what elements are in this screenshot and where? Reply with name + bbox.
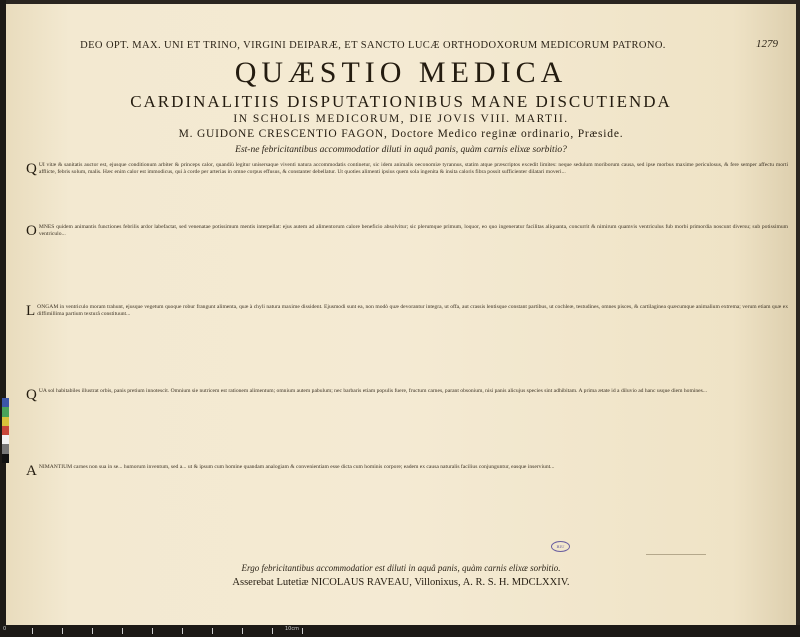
- subtitle-3: M. GUIDONE CRESCENTIO FAGON, Doctore Medico reginæ ordinario, Præside.: [178, 128, 624, 140]
- paragraph-3: [26, 304, 788, 384]
- drop-initial: O: [26, 224, 37, 239]
- paragraph-1: [26, 162, 788, 220]
- divider-rule: [646, 554, 706, 555]
- library-stamp: BIU: [551, 541, 570, 552]
- dedication-line: DEO OPT. MAX. UNI ET TRINO, VIRGINI DEIPARÆ, ET SANCTO LUCÆ ORTHODOXORUM MEDICORUM PATRONO.: [80, 40, 666, 51]
- paragraph-text: ONGAM in ventriculo moram trahunt, ejusque vegetum quoque robur frangunt alimenta, quæ à chyli natura maxime dissident. Ejusmodi sunt ea, non modò quæ devorantur integra, ut offa, aut crassis lentisque constant partibus, ut cochleæ, testudines, omnes pisces, & cartilaginea quæcumque animalium extrema; verum etiam quæ ex diffimillima partium texturâ constituunt...: [37, 304, 788, 318]
- conclusion-line: Ergo febricitantibus accommodatior est diluti in aquâ panis, quàm carnis elixæ sorbitio.: [241, 563, 561, 573]
- paragraph-text: NIMANTIUM carnes non sua in se... humorum inventum, sed a... ut & ipsum cum homine quandam analogiam & convenientiam esse dicta cum hominis corpore; eadem ex causa naturalis facilius conjunguntur, easque inserviunt...: [38, 464, 555, 470]
- page-title: QUÆSTIO MEDICA: [234, 56, 568, 89]
- imprint-line: Asserebat Lutetiæ NICOLAUS RAVEAU, Villonixus, A. R. S. H. MDCLXXIV.: [232, 577, 570, 588]
- paragraph-text: UI vitæ & sanitatis auctor est, ejusque conditionum arbiter & princeps calor, quandiù legitur unisersaque viventi natura accommodatis continetur, sic idem animalis oeconomiæ tyrannus, statim atque præscriptos excedit limites: neque sedulum moriborum causa, sed ipse morbus maxime periculosus, & fere semper affectu morti afflicte, febris solum, malis. Hæc enim calor est immodicus, qui à corde per arterias in omne corpus effusus, & constanter debellatur. Ut quoties alimenti ipsius quem sola ingenita & insita caloris fibra possit sufficienter dilatari moveri...: [38, 162, 788, 176]
- scanned-page: [6, 4, 796, 629]
- paragraph-4: [26, 388, 788, 460]
- paragraph-text: MNES quidem animantis functiones febrilis ardor labefactat, sed venenatae potissimum mentis interpellat: ejus autem ad alimentorum calore beneficio absolvitur; sic plerumque primum, loquor, eo quo ingeneratur facilitas aliquanta, concurrit & nimirum quamvis ventriculus fub morbi primordia noscunt diversu; sub potissimum ventriculo...: [38, 224, 788, 238]
- scale-label-start: 0: [3, 626, 7, 632]
- scale-label-end: 10cm: [285, 626, 299, 632]
- drop-initial: Q: [26, 162, 37, 177]
- drop-initial: L: [26, 304, 36, 319]
- scale-ticks: [3, 628, 303, 634]
- paragraph-text: UA sol habitabiles illustrat orbis, panis pretium innotescit. Omnium sie nutricem est rationem alimentum; omnium autem pabulum; nec barbaris etiam populis fuere, fructum carnes, parant obsonium, nisi panis alicujus species sint adhibitam. A prima ætate id a diluvio ad hanc usque diem homines...: [38, 388, 708, 394]
- folio-number: 1279: [756, 38, 778, 50]
- subtitle-2: IN SCHOLIS MEDICORUM, DIE JOVIS VIII. MARTII.: [233, 113, 569, 125]
- paragraph-5: [26, 464, 788, 556]
- paragraph-2: [26, 224, 788, 302]
- page-surface: [6, 4, 796, 629]
- drop-initial: Q: [26, 388, 37, 403]
- subtitle-1: CARDINALITIIS DISPUTATIONIBUS MANE DISCUTIENDA: [130, 92, 672, 111]
- drop-initial: A: [26, 464, 37, 479]
- question-line: Est-ne febricitantibus accommodatior diluti in aquâ panis, quàm carnis elixæ sorbitio?: [235, 145, 567, 155]
- color-calibration-strip: [2, 398, 9, 463]
